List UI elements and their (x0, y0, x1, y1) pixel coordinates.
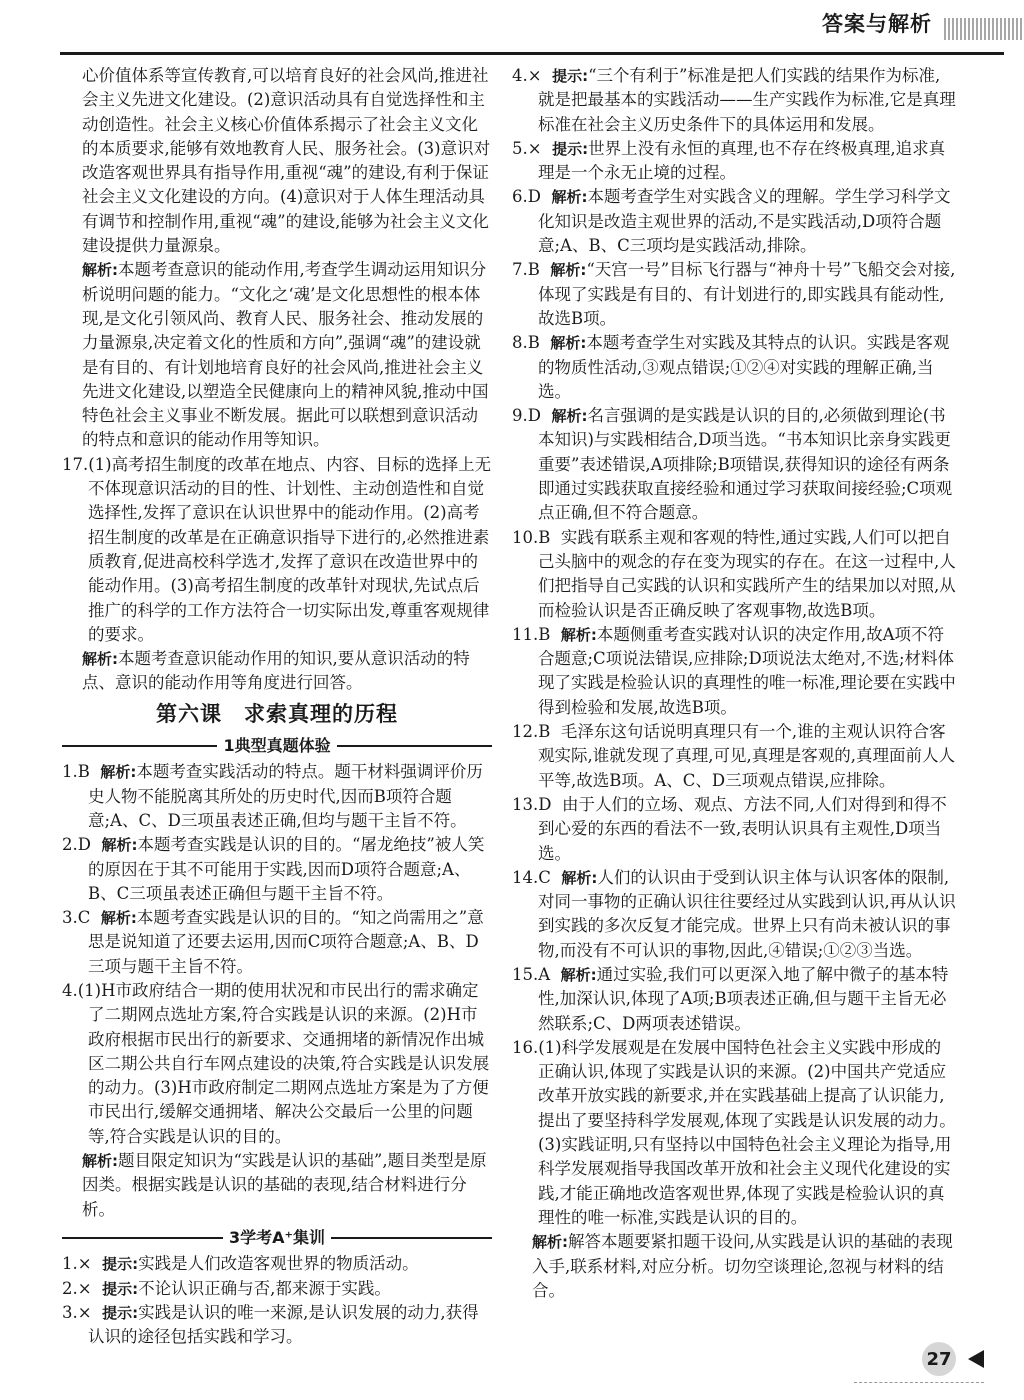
item-text: “三个有利于”标准是把人们实践的结果作为标准,就是把最基本的实践活动——生产实践作为标准,它是真理标准在社会主义历史条件下的具体运用和发展。 (538, 66, 956, 134)
answer-item (512, 623, 956, 720)
item-label: 提示: (102, 1279, 139, 1298)
answer-item (512, 963, 956, 1036)
right-column (512, 64, 956, 1303)
item-text: 本题考查实践活动的特点。题干材料强调评价历史人物不能脱离其所处的历史时代,因而B项符合题意;A、C、D三项虽表述正确,但均与题干主旨不符。 (88, 762, 483, 830)
answer-item (512, 258, 956, 331)
item-label: 提示: (552, 67, 589, 85)
q16-answer-continued: 心价值体系等宣传教育,可以培育良好的社会风尚,推进社会主义先进文化建设。(2)意识活动具有自觉选择性和主动创造性。社会主义核心价值体系揭示了社会主义文化的本质要求,能够有效地教育人民、服务社会。(3)意识对改造客观世界具有指导作用,重视“魂”的建设,有利于保证社会主义文化建设的方向。(4)意识对于人体生理活动具有调节和控制作用,重视“魂”的建设,能够为社会主义文化建设提供力量源泉。 (82, 66, 491, 256)
q17-analysis-text: 本题考查意识能动作用的知识,要从意识活动的特点、意识的能动作用等角度进行回答。 (82, 649, 470, 693)
q17-answer (62, 453, 492, 647)
item-number: 15.A (512, 964, 551, 984)
analysis-label: 解析: (82, 1152, 118, 1171)
q16-answer (512, 1036, 956, 1230)
section-heading-3 (62, 1226, 492, 1250)
page-number: 27 (922, 1342, 956, 1376)
section-rule (337, 745, 492, 747)
q4-answer (62, 979, 492, 1149)
q16-number: 16. (512, 1037, 539, 1057)
item-number: 2.× (62, 1278, 92, 1298)
q16-analysis (62, 258, 492, 452)
item-text: 不论认识正确与否,都来源于实践。 (138, 1278, 391, 1298)
section-rule (331, 1237, 492, 1239)
q17-analysis (62, 647, 492, 696)
s1-item (62, 833, 492, 906)
analysis-label: 解析: (82, 650, 118, 669)
q17-text: (1)高考招生制度的改革在地点、内容、目标的选择上无不体现意识活动的目的性、计划性、主动创造性和自觉选择性,发挥了意识在认识世界中的能动作用。(2)高考招生制度的改革是在正确意识指导下进行的,必然推进素质教育,促进高校科学选才,发挥了意识在改造世界中的能动作用。(3)高考招生制度的改革针对现状,先试点后推广的科学的工作方法符合一切实际出发,尊重客观规律的要求。 (88, 454, 492, 644)
item-text: 实践有联系主观和客观的特性,通过实践,人们可以把自己头脑中的观念的存在变为现实的存在。在这一过程中,人们把指导自己实践的认识和实践所产生的结果加以对照,从而检验认识是否正确反映了客观事物,故选B项。 (538, 527, 956, 620)
answer-item (512, 866, 956, 963)
q16-analysis-text: 本题考查意识的能动作用,考查学生调动运用知识分析说明问题的能力。“文化之‘魂’是文化思想性的根本体现,是文化引领风尚、教育人民、服务社会、推动发展的力量源泉,决定着文化的性质和方向”,强调“魂”的建设就是有目的、有计划地培育良好的社会风尚,推进社会主义先进文化建设,以塑造全民健康向上的精神风貌,推动中国特色社会主义事业不断发展。据此可以联想到意识活动的特点和意识的能动作用等知识。 (82, 260, 489, 450)
footer-rule (854, 1382, 984, 1383)
q16-analysis-text: 解答本题要紧扣题干设问,从实践是认识的基础的表现入手,联系材料,对应分析。切勿空谈理论,忽视与材料的结合。 (532, 1232, 953, 1300)
q4-analysis-text: 题目限定知识为“实践是认识的基础”,题目类型是原因类。根据实践是认识的基础的表现,结合材料进行分析。 (82, 1151, 487, 1219)
s1-item (62, 906, 492, 979)
item-number: 11.B (512, 624, 551, 644)
item-label: 解析: (560, 625, 597, 644)
analysis-label: 解析: (82, 261, 118, 280)
item-text: 实践是人们改造客观世界的物质活动。 (138, 1254, 419, 1274)
answer-item (512, 185, 956, 258)
item-label: 解析: (551, 407, 588, 426)
item-text: 本题考查实践是认识的目的。“知之尚需用之”意思是说知道了还要去运用,因而C项符合题意;A、B、D三项与题干主旨不符。 (88, 908, 484, 976)
section-rule (62, 1237, 223, 1239)
lesson-title: 第六课 求索真理的历程 (156, 701, 398, 726)
section-label: 3学考A⁺集训 (229, 1227, 325, 1247)
item-text: 人们的认识由于受到认识主体与认识客体的限制,对同一事物的正确认识往往要经过从实践到认识,再从认识到实践的多次反复才能完成。世界上只有尚未被认识的事物,而没有不可认识的事物,因此,④错误;①②③当选。 (538, 867, 956, 960)
item-number: 1.B (62, 762, 90, 782)
item-number: 13.D (512, 794, 552, 814)
item-number: 3.C (62, 908, 91, 928)
item-label: 解析: (550, 334, 587, 353)
item-text: 本题考查实践是认识的目的。“屠龙绝技”被人笑的原因在于其不可能用于实践,因而D项符合题意;A、B、C三项虽表述正确但与题干主旨不符。 (88, 835, 485, 903)
item-number: 5.× (512, 138, 542, 158)
item-number: 2.D (62, 835, 91, 855)
item-text: 通过实验,我们可以更深入地了解中微子的基本特性,加深认识,体现了A项;B项表述正确,但与题干主旨无必然联系;C、D两项表述错误。 (538, 964, 949, 1033)
answer-item (512, 793, 956, 866)
item-number: 7.B (512, 260, 540, 280)
section-rule (62, 745, 217, 747)
item-text: 世界上没有永恒的真理,也不存在终极真理,追求真理是一个永无止境的过程。 (538, 138, 946, 183)
analysis-label: 解析: (532, 1233, 568, 1252)
s3-item (62, 1277, 492, 1301)
item-label: 提示: (102, 1255, 139, 1274)
item-text: 由于人们的立场、观点、方法不同,人们对得到和得不到心爱的东西的看法不一致,表明认识具有主观性,D项当选。 (538, 794, 947, 863)
header-rule (60, 52, 1004, 55)
answer-item (512, 64, 956, 137)
q16-text: (1)科学发展观是在发展中国特色社会主义实践中形成的正确认识,体现了实践是认识的来源。(2)中国共产党适应改革开放实践的新要求,并在实践基础上提高了认识能力,提出了要坚持科学发展观,体现了实践是认识发展的动力。(3)实践证明,只有坚持以中国特色社会主义理论为指导,用科学发展观指导我国改革开放和社会主义现代化建设的实践,才能正确地改造客观世界,体现了实践是检验认识的真理性的唯一标准,实践是认识的目的。 (538, 1037, 956, 1227)
s1-item (62, 760, 492, 833)
item-label: 解析: (561, 868, 598, 887)
section-label: 1典型真题体验 (223, 736, 331, 756)
item-label: 解析: (100, 763, 137, 782)
item-text: 名言强调的是实践是认识的目的,必须做到理论(书本知识)与实践相结合,D项当选。“书本知识比亲身实践更重要”表述错误,A项排除;B项错误,获得知识的途径有两条即通过实践获取直接经验和通过学习获取间接经验;C项观点正确,但不符合题意。 (538, 406, 953, 523)
item-number: 6.D (512, 187, 541, 207)
q4-number: 4. (62, 980, 78, 1000)
q4-analysis (62, 1149, 492, 1222)
item-number: 14.C (512, 867, 551, 887)
answer-item (512, 720, 956, 793)
header-title: 答案与解析 (822, 12, 932, 36)
answer-item (512, 137, 956, 186)
item-number: 10.B (512, 527, 551, 547)
page-arrow-icon (968, 1350, 984, 1368)
item-label: 解析: (550, 261, 587, 280)
item-number: 3.× (62, 1302, 92, 1322)
s3-item (62, 1252, 492, 1276)
item-number: 4.× (512, 66, 542, 85)
left-column (62, 64, 492, 1349)
item-number: 8.B (512, 333, 540, 353)
item-label: 解析: (560, 965, 597, 984)
q4-text: (1)H市政府结合一期的使用状况和市民出行的需求确定了二期网点选址方案,符合实践是认识的来源。(2)H市政府根据市民出行的新要求、交通拥堵的新情况作出城区二期公共自行车网点建设的决策,符合实践是认识发展的动力。(3)H市政府制定二期网点选址方案是为了方便市民出行,缓解交通拥堵、解决公交最后一公里的问题等,符合实践是认识的目的。 (77, 980, 490, 1146)
item-label: 解析: (101, 836, 138, 855)
answer-item (512, 331, 956, 404)
item-number: 9.D (512, 406, 541, 426)
header-decor-bar (944, 18, 1024, 40)
item-text: 毛泽东这句话说明真理只有一个,谁的主观认识符合客观实际,谁就发现了真理,可见,真理是客观的,真理面前人人平等,故选B项。A、C、D三项观点错误,应排除。 (538, 722, 955, 790)
answer-item (512, 404, 956, 525)
section-heading-1 (62, 734, 492, 758)
item-text: 本题考查学生对实践及其特点的认识。实践是客观的物质性活动,③观点错误;①②④对实践的理解正确,当选。 (538, 333, 950, 401)
item-label: 解析: (100, 909, 137, 928)
item-label: 提示: (102, 1303, 139, 1322)
item-label: 解析: (551, 188, 588, 207)
item-number: 1.× (62, 1254, 92, 1274)
q16-analysis (512, 1230, 956, 1303)
item-number: 12.B (512, 722, 551, 742)
item-text: “天宫一号”目标飞行器与“神舟十号”飞船交会对接,体现了实践是有目的、有计划进行的,即实践具有能动性,故选B项。 (538, 260, 956, 328)
item-label: 提示: (552, 139, 589, 158)
item-text: 本题侧重考查实践对认识的决定作用,故A项不符合题意;C项说法错误,应排除;D项说法太绝对,不选;材料体现了实践是检验认识的真理性的唯一标准,理论要在实践中得到检验和发展,故选B项。 (538, 624, 956, 717)
s3-item (62, 1301, 492, 1350)
answer-item (512, 526, 956, 623)
item-text: 本题考查学生对实践含义的理解。学生学习科学文化知识是改造主观世界的活动,不是实践活动,D项符合题意;A、B、C三项均是实践活动,排除。 (538, 187, 951, 256)
q17-number: 17. (62, 454, 89, 474)
item-text: 实践是认识的唯一来源,是认识发展的动力,获得认识的途径包括实践和学习。 (88, 1302, 479, 1347)
